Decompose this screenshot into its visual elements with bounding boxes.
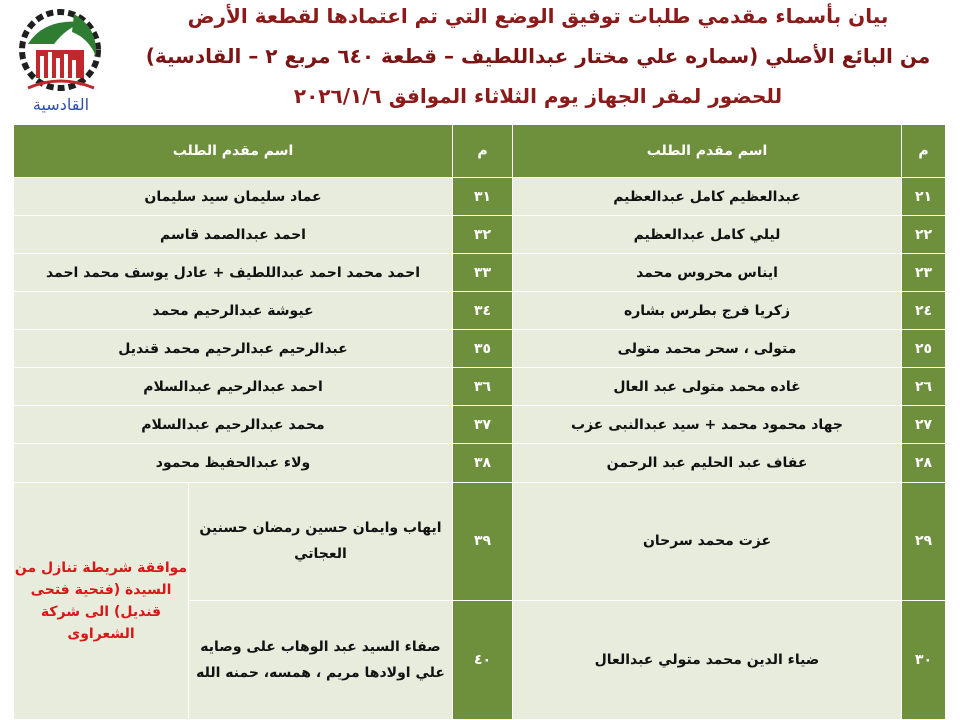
row-number: ٣٦: [453, 368, 513, 406]
applicant-name: احمد عبدالرحيم عبدالسلام: [14, 368, 453, 406]
applicants-table: [13, 124, 946, 720]
row-number: ٣٥: [453, 330, 513, 368]
table-row: [14, 254, 946, 292]
column-header-name-right: اسم مقدم الطلب: [513, 125, 902, 178]
applicant-name: عبدالرحيم عبدالرحيم محمد قنديل: [14, 330, 453, 368]
table-row: [14, 482, 946, 601]
table-header-row: [14, 125, 946, 178]
row-number: ٢٨: [902, 444, 946, 482]
column-header-num-left: م: [453, 125, 513, 178]
table-row: [14, 216, 946, 254]
row-number: ٣٧: [453, 406, 513, 444]
applicant-name: غاده محمد متولى عبد العال: [513, 368, 902, 406]
applicant-name: ضياء الدين محمد متولي عبدالعال: [513, 601, 902, 720]
row-number: ٢٥: [902, 330, 946, 368]
applicant-name: ايهاب وايمان حسين رمضان حسنين العجاتي: [189, 482, 453, 601]
document-header: [0, 0, 960, 118]
column-header-name-left: اسم مقدم الطلب: [14, 125, 453, 178]
applicant-name: ولاء عبدالحفيظ محمود: [14, 444, 453, 482]
applicant-name: عفاف عبد الحليم عبد الرحمن: [513, 444, 902, 482]
title-line-2: من البائع الأصلي (سماره علي مختار عبداللطيف – قطعة ٦٤٠ مربع ٢ – القادسية): [145, 44, 931, 68]
row-number: ٤٠: [453, 601, 513, 720]
table-row: [14, 178, 946, 216]
table-row: [14, 330, 946, 368]
row-number: ٢٤: [902, 292, 946, 330]
applicant-name: متولى ، سحر محمد متولى: [513, 330, 902, 368]
row-number: ٣٤: [453, 292, 513, 330]
row-number: ٢٣: [902, 254, 946, 292]
applicant-name: ايناس محروس محمد: [513, 254, 902, 292]
applicant-name: صفاء السيد عبد الوهاب على وصايه علي اولادها مريم ، همسه، حمنه الله: [189, 601, 453, 720]
applicant-name: احمد عبدالصمد قاسم: [14, 216, 453, 254]
approval-note: موافقة شريطة تنازل من السيدة (فتحية فتحى قنديل) الى شركة الشعراوى: [14, 482, 189, 720]
table-row: [14, 368, 946, 406]
row-number: ٣١: [453, 178, 513, 216]
row-number: ٣٢: [453, 216, 513, 254]
row-number: ٣٩: [453, 482, 513, 601]
row-number: ٣٠: [902, 601, 946, 720]
row-number: ٢٦: [902, 368, 946, 406]
row-number: ٢٧: [902, 406, 946, 444]
applicant-name: جهاد محمود محمد + سيد عبدالنبى عزب: [513, 406, 902, 444]
applicant-name: عبدالعظيم كامل عبدالعظيم: [513, 178, 902, 216]
applicant-name: احمد محمد احمد عبداللطيف + عادل يوسف محمد احمد: [14, 254, 453, 292]
applicant-name: ليلي كامل عبدالعظيم: [513, 216, 902, 254]
applicant-name: زكريا فرج بطرس بشاره: [513, 292, 902, 330]
column-header-num-right: م: [902, 125, 946, 178]
table-row: [14, 444, 946, 482]
row-number: ٣٨: [453, 444, 513, 482]
applicant-name: عماد سليمان سيد سليمان: [14, 178, 453, 216]
row-number: ٣٣: [453, 254, 513, 292]
table-row: [14, 406, 946, 444]
title-line-1: بيان بأسماء مقدمي طلبات توفيق الوضع التي تم اعتمادها لقطعة الأرض: [187, 4, 889, 28]
applicant-name: عزت محمد سرحان: [513, 482, 902, 601]
applicant-name: عيوشة عبدالرحيم محمد: [14, 292, 453, 330]
title-line-3: للحضور لمقر الجهاز يوم الثلاثاء الموافق ٢٠٢٦/١/٦: [293, 84, 783, 108]
row-number: ٢١: [902, 178, 946, 216]
row-number: ٢٢: [902, 216, 946, 254]
row-number: ٢٩: [902, 482, 946, 601]
applicant-name: محمد عبدالرحيم عبدالسلام: [14, 406, 453, 444]
logo-caption: القادسية: [32, 95, 90, 114]
table-row: [14, 292, 946, 330]
